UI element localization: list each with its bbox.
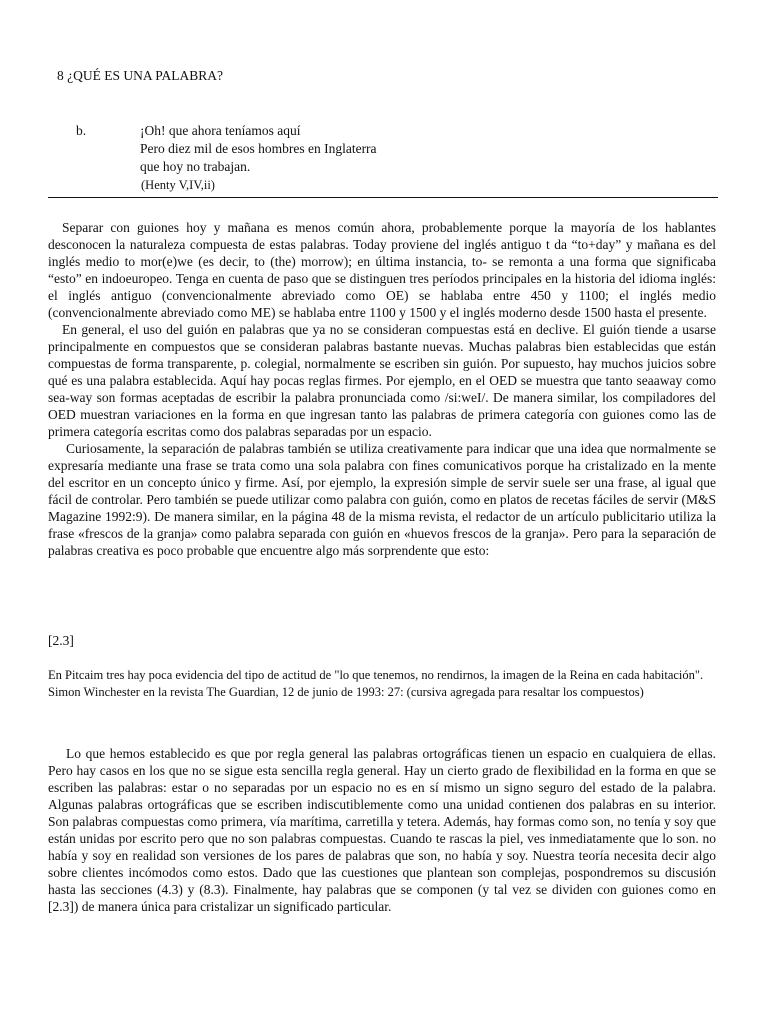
horizontal-rule xyxy=(48,197,718,198)
paragraph: Separar con guiones hoy y mañana es menos común ahora, probablemente porque la mayoría de los hablantes desconocen la naturaleza compuesta de estas palabras. Today proviene del inglés antiguo t da “to+day” y mañana es del inglés medio to mor(e)we (es decir, to (the) morrow); en última instancia, to- se remonta a una forma que significaba “esto” en indoeuropeo. Tenga en cuenta de paso que se distinguen tres períodos principales en la historia del idioma inglés: el inglés antiguo (convencionalmente abreviado como OE) se hablaba entre 450 y 1100; el inglés medio (convencionalmente abreviado como ME) se hablaba entre 1100 y 1500 y el inglés moderno desde 1500 hasta el presente. xyxy=(48,220,716,320)
example-label: b. xyxy=(76,123,87,138)
paragraph: En general, el uso del guión en palabras que ya no se consideran compuestas está en declive. El guión tiende a usarse principalmente en compuestos que se consideran palabras bastante nuevas. Muchas palabras bien establecidas que están compuestas de forma transparente, p. colegial, normalmente se escriben sin guión. Por supuesto, hay muchos juicios sobre qué es una palabra establecida. Aquí hay pocas reglas firmes. Por ejemplo, en el OED se muestra que tanto seaaway como sea-way son formas aceptadas de escribir la palabra pronunciada como /si:weI/. De manera similar, los compiladores del OED muestran variaciones en la forma en que ingresan tanto las palabras de primera categoría con guiones como las de primera categoría escritas como dos palabras separadas por un espacio. xyxy=(48,322,716,439)
example-reference-label: [2.3] xyxy=(48,633,74,648)
body-text-section-2 xyxy=(48,745,716,915)
block-quote xyxy=(48,667,728,701)
verse-source: (Henty V,IV,ii) xyxy=(141,178,215,192)
verse-line: ¡Oh! que ahora teníamos aquí xyxy=(140,123,301,138)
running-head: 8 ¿QUÉ ES UNA PALABRA? xyxy=(57,68,224,83)
paragraph: Curiosamente, la separación de palabras también se utiliza creativamente para indicar que una idea que normalmente se expresaría mediante una frase se trata como una sola palabra con fines comunicativos porque ha cristalizado en la mente del escritor en un concepto único y firme. Así, por ejemplo, la expresión simple de servir suele ser una frase, al igual que fácil de controlar. Pero también se puede utilizar como palabra con guión, como en platos de recetas fáciles de servir (M&S Magazine 1992:9). De manera similar, en la página 48 de la misma revista, el redactor de un artículo publicitario utiliza la frase «frescos de la granja» como palabra separada con guión en «huevos frescos de la granja». Pero para la separación de palabras creativa es poco probable que encuentre algo más sorprendente que esto: xyxy=(48,441,716,558)
quote-text: En Pitcaim tres hay poca evidencia del tipo de actitud de "lo que tenemos, no rendirnos, la imagen de la Reina en cada habitación". xyxy=(48,668,704,682)
example-verse xyxy=(76,122,676,194)
quote-attribution: Simon Winchester en la revista The Guardian, 12 de junio de 1993: 27: (cursiva agregada para resaltar los compuestos) xyxy=(48,685,644,699)
body-text-section-1 xyxy=(48,219,716,559)
verse-line: que hoy no trabajan. xyxy=(140,159,251,174)
verse-line: Pero diez mil de esos hombres en Inglaterra xyxy=(140,141,377,156)
paragraph: Lo que hemos establecido es que por regla general las palabras ortográficas tienen un espacio en cualquiera de ellas. Pero hay casos en los que no se sigue esta sencilla regla general. Hay un cierto grado de flexibilidad en la forma en que se escriben las palabras: estar o no separadas por un espacio no es en sí mismo un signo seguro del estado de la palabra. Algunas palabras ortográficas que se escriben indiscutiblemente como una unidad contienen dos palabras en su interior. Son palabras compuestas como primera, vía marítima, carretilla y tetera. Además, hay formas como son, no tenía y soy que están unidas por escrito pero que no son palabras compuestas. Cuando te rascas la piel, ves inmediatamente que lo son. no había y soy en realidad son versiones de los pares de palabras que son, no había y soy. Nuestra teoría necesita decir algo sobre clientes incómodos como estos. Dado que las cuestiones que plantean son complejas, pospondremos su discusión hasta las secciones (4.3) y (8.3). Finalmente, hay palabras que se componen (y tal vez se dividen con guiones como en [2.3]) de manera única para cristalizar un significado particular. xyxy=(48,746,716,914)
